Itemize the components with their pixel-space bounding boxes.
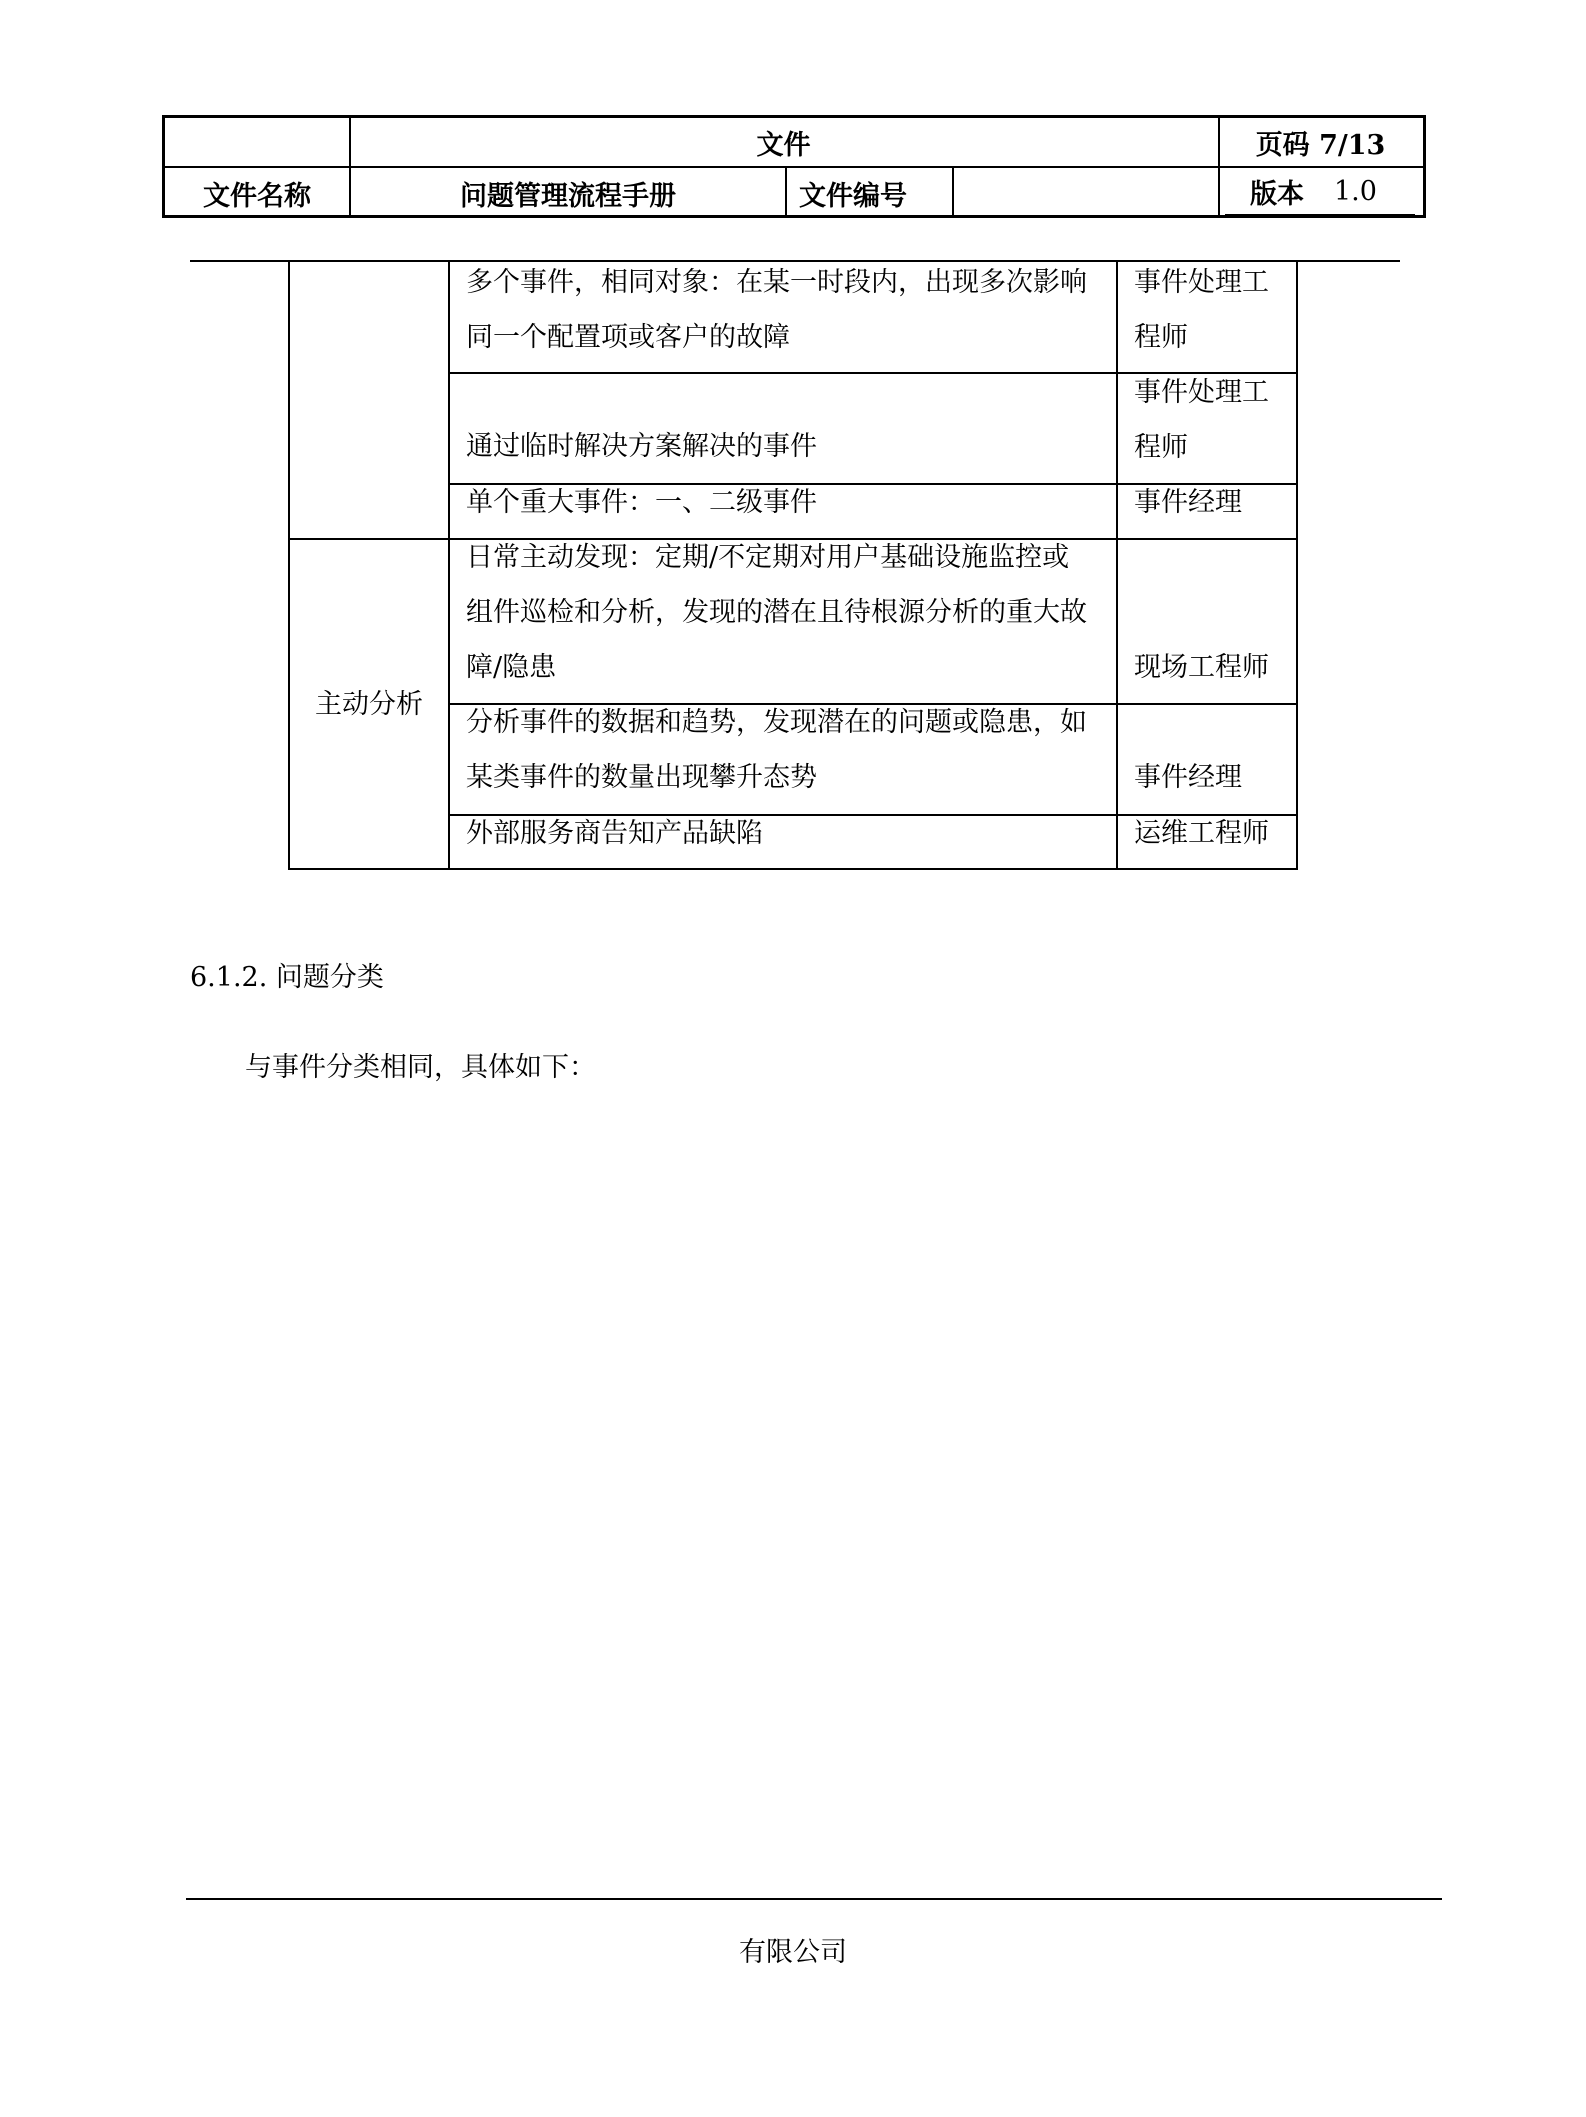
- footer-company: 有限公司: [739, 1937, 847, 1968]
- cell-text-line: 组件巡检和分析，发现的潜在且待根源分析的重大故: [466, 597, 1087, 628]
- docno-value: [954, 168, 1218, 218]
- cell-text-line: 单个重大事件：一、二级事件: [466, 487, 817, 518]
- version-cell: [1220, 168, 1423, 214]
- filename-label: 文件名称: [203, 180, 311, 212]
- table-cell-owner: [1118, 750, 1296, 805]
- table-cell-owner: [1118, 365, 1296, 475]
- cell-text-line: 多个事件，相同对象：在某一时段内，出现多次影响: [466, 267, 1087, 298]
- cell-text-line: 某类事件的数量出现攀升态势: [466, 762, 817, 793]
- cell-text-line: 程师: [1134, 432, 1188, 463]
- cell-text-line: 日常主动发现：定期/不定期对用户基础设施监控或: [466, 542, 1070, 573]
- table-cell-category: 主动分析: [315, 688, 423, 720]
- doc-label: 文件: [756, 129, 811, 161]
- filename-value: 问题管理流程手册: [460, 180, 676, 212]
- table-border: [288, 868, 1298, 870]
- cell-text-line: 分析事件的数据和趋势，发现潜在的问题或隐患，如: [466, 707, 1087, 738]
- table-cell-description: [450, 475, 1116, 530]
- section-heading: 6.1.2. 问题分类: [190, 962, 384, 993]
- cell-text-line: 通过临时解决方案解决的事件: [466, 431, 817, 462]
- table-cell-description: [450, 255, 1116, 365]
- cell-text-line: 外部服务商告知产品缺陷: [466, 818, 763, 849]
- table-cell-owner: [1118, 255, 1296, 365]
- cell-text-line: 事件经理: [1134, 487, 1242, 518]
- cell-text-line: 事件处理工: [1134, 267, 1269, 298]
- cell-text-line: 同一个配置项或客户的故障: [466, 322, 790, 353]
- section-paragraph: 与事件分类相同，具体如下：: [245, 1052, 596, 1083]
- table-cell-description: [450, 695, 1116, 805]
- version-label: 版本: [1250, 178, 1304, 210]
- table-border: [1296, 260, 1298, 869]
- cell-text-line: 事件处理工: [1134, 377, 1269, 408]
- table-cell-owner: [1118, 475, 1296, 530]
- header-divider: [1225, 214, 1415, 216]
- page-number: 页码 7/13: [1255, 129, 1386, 161]
- table-cell-description: [450, 530, 1116, 695]
- version-value: 1.0: [1334, 175, 1377, 207]
- table-cell-owner: [1118, 640, 1296, 695]
- cell-text-line: 障/隐患: [466, 652, 557, 683]
- table-cell-description: [450, 419, 1116, 474]
- cell-text-line: 运维工程师: [1134, 818, 1269, 849]
- docno-label: 文件编号: [799, 180, 907, 212]
- cell-text-line: 事件经理: [1134, 762, 1242, 793]
- cell-text-line: 程师: [1134, 322, 1188, 353]
- table-cell-description: [450, 806, 1116, 861]
- cell-text-line: 现场工程师: [1134, 652, 1269, 683]
- document-header-table: [162, 115, 1426, 218]
- table-cell-owner: [1118, 806, 1296, 861]
- footer-rule: [186, 1898, 1442, 1900]
